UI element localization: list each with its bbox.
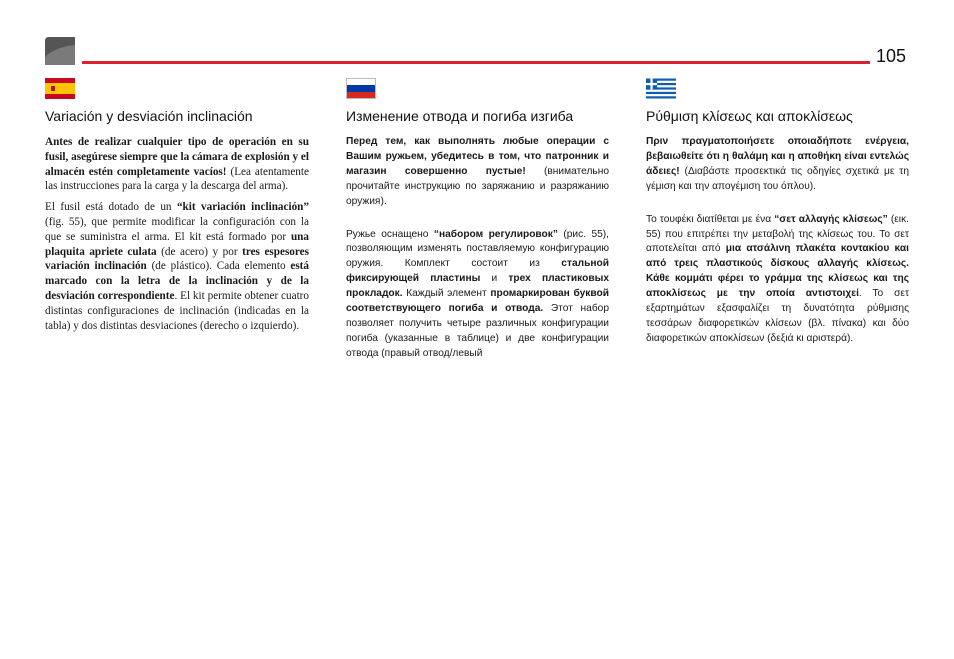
text-run: (de plástico). Cada elemento: [146, 260, 291, 273]
page-number: 105: [876, 46, 907, 66]
spanish-warning-bold: Antes de realizar cualquier tipo de operación en su fusil, asegúrese siempre que la cámara de explosión y el almacén estén completamente vacíos!: [45, 136, 309, 178]
greek-column: [646, 78, 909, 353]
russian-column: [346, 78, 609, 368]
text-run: Каждый элемент: [402, 288, 491, 300]
greek-warning-paragraph: [646, 135, 909, 195]
bold-run: está marcado con la letra de la inclinación y de la desviación correspondiente: [45, 260, 309, 302]
russian-kit-paragraph: [346, 228, 609, 362]
text-run: El fusil está dotado de un: [45, 201, 177, 214]
spanish-section-title: Variación y desviación inclinación: [45, 108, 253, 124]
text-run: . El kit permite obtener cuatro distintas configuraciones de inclinación (indicadas en la tabla) y dos distintas desviaciones (derecho o izquierdo).: [45, 289, 309, 332]
spanish-kit-paragraph: [45, 200, 309, 333]
russian-warning-bold: Перед тем, как выполнять любые операции с Вашим ружьем, убедитесь в том, что патронник и магазин совершенно пустые!: [346, 136, 609, 177]
greek-section-title: Ρύθμιση κλίσεως και αποκλίσεως: [646, 108, 853, 124]
russian-section-title: Изменение отвода и погиба изгиба: [346, 108, 574, 124]
bold-run: una plaquita apriete culata: [45, 230, 309, 258]
russia-flag-icon: [346, 78, 376, 99]
text-run: и: [480, 273, 509, 285]
corner-tab-mark: [45, 37, 75, 65]
text-run: Ружье оснащено: [346, 228, 434, 240]
text-run: Этот набор позволяет получить четыре различных конфигурации погиба (указанные в таблице) и две конфигурации отвода (правый отвод/левый: [346, 303, 610, 359]
russian-warning-note: (внимательно прочитайте инструкцию по заряжанию и разряжанию оружия).: [346, 165, 609, 207]
bold-run: μια ατσάλινη πλακέτα κοντακίου και από τρεις πλαστικούς δίσκους αλλαγής κλίσεως. Κάθε κομμάτι φέρει το γράμμα της κλίσεως και της αποκλίσεως με την οποία αντιστοιχεί: [646, 243, 909, 300]
bold-run: трех пластиковых прокладок.: [346, 273, 609, 300]
greek-warning-bold: Πριν πραγματοποιήσετε οποιαδήποτε ενέργεια, βεβαιωθείτε ότι η θαλάμη και η αποθήκη είναι εντελώς άδειες!: [646, 136, 909, 177]
text-run: . Το σετ εξαρτημάτων εξασφαλίζει τη δυνατότητα ρύθμισης τεσσάρων διαφορετικών κλίσεων (βλ. πίνακα) και δύο διαφορετικών αποκλίσεων (δεξιά κι αριστερά).: [646, 288, 909, 344]
text-run: (рис. 55), позволяющим изменять поставляемую конфигурацию оружия. Комплект состоит из: [346, 228, 610, 270]
bold-run: “набором регулировок”: [433, 228, 558, 240]
bold-run: “kit variación inclinación”: [176, 201, 309, 214]
spanish-column: [45, 78, 309, 339]
text-run: (εικ. 55) που επιτρέπει την μεταβολή της κλίσεως του. Το σετ αποτελείται από: [646, 213, 909, 255]
greek-warning-note: (Διαβάστε προσεκτικά τις οδηγίες σχετικά με τη γέμιση και την απογέμιση του όπλου).: [646, 165, 909, 192]
text-run: (de acero) y por: [156, 245, 243, 258]
spanish-warning-paragraph: [45, 135, 309, 194]
russian-warning-paragraph: [346, 135, 609, 210]
bold-run: tres espesores variación inclinación: [45, 245, 309, 273]
greek-kit-paragraph: [646, 213, 909, 347]
bold-run: “σετ αλλαγής κλίσεως”: [774, 213, 888, 225]
header-rule: [82, 61, 870, 64]
greece-flag-icon: [646, 78, 676, 99]
bold-run: промаркирован буквой соответствующего погиба и отвода.: [346, 288, 609, 315]
spain-flag-icon: [45, 78, 75, 99]
text-run: Το τουφέκι διατίθεται με ένα: [646, 213, 775, 225]
text-run: (fig. 55), que permite modificar la configuración con la que se suministra el arma. El kit está formado por: [45, 215, 309, 243]
bold-run: стальной фиксирующей пластины: [346, 258, 609, 285]
spanish-warning-note: (Lea atentamente las instrucciones para la carga y la descarga del arma).: [45, 165, 309, 193]
